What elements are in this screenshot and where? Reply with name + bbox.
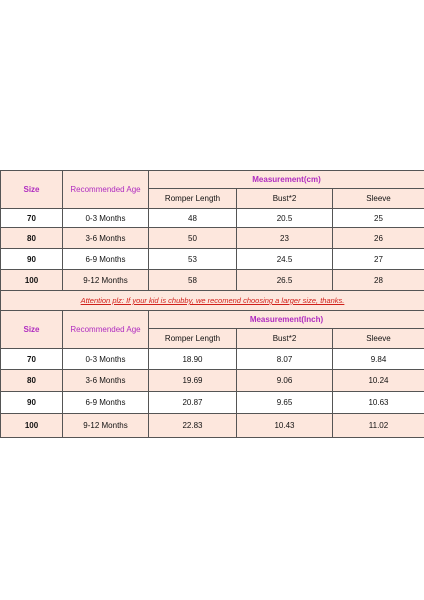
sleeve-cell: 11.02 xyxy=(333,414,424,438)
size-cell: 80 xyxy=(1,370,63,392)
sleeve-cell: 10.63 xyxy=(333,392,424,414)
romper-length-header: Romper Length xyxy=(149,329,237,349)
sleeve-header: Sleeve xyxy=(333,329,424,349)
bust-cell: 9.06 xyxy=(237,370,333,392)
size-header: Size xyxy=(1,171,63,209)
romper-length-cell: 58 xyxy=(149,270,237,291)
age-cell: 6-9 Months xyxy=(63,249,149,270)
sleeve-cell: 10.24 xyxy=(333,370,424,392)
size-cell: 90 xyxy=(1,249,63,270)
romper-length-header: Romper Length xyxy=(149,189,237,209)
size-cell: 70 xyxy=(1,209,63,228)
size-cell: 80 xyxy=(1,228,63,249)
romper-length-cell: 48 xyxy=(149,209,237,228)
table-row xyxy=(1,228,424,249)
romper-length-cell: 53 xyxy=(149,249,237,270)
table-row xyxy=(1,249,424,270)
romper-length-cell: 20.87 xyxy=(149,392,237,414)
bust-cell: 26.5 xyxy=(237,270,333,291)
measurement-header: Measurement(cm) xyxy=(149,171,424,189)
romper-length-cell: 19.69 xyxy=(149,370,237,392)
table-row xyxy=(1,370,424,392)
table-row xyxy=(1,270,424,291)
romper-length-cell: 50 xyxy=(149,228,237,249)
age-cell: 9-12 Months xyxy=(63,270,149,291)
age-cell: 3-6 Months xyxy=(63,370,149,392)
size-cell: 70 xyxy=(1,349,63,370)
measurement-header: Measurement(Inch) xyxy=(149,311,424,329)
romper-length-cell: 22.83 xyxy=(149,414,237,438)
bust-header: Bust*2 xyxy=(237,189,333,209)
table-row xyxy=(1,349,424,370)
bust-cell: 9.65 xyxy=(237,392,333,414)
size-cell: 100 xyxy=(1,270,63,291)
size-header: Size xyxy=(1,311,63,349)
chubby-notice: Attention plz: If your kid is chubby, we recomend choosing a larger size, thanks. xyxy=(1,291,424,311)
romper-length-cell: 18.90 xyxy=(149,349,237,370)
age-cell: 0-3 Months xyxy=(63,349,149,370)
bust-header: Bust*2 xyxy=(237,329,333,349)
sleeve-cell: 26 xyxy=(333,228,424,249)
sleeve-cell: 27 xyxy=(333,249,424,270)
size-table xyxy=(0,170,424,438)
sleeve-header: Sleeve xyxy=(333,189,424,209)
table-row xyxy=(1,414,424,438)
size-cell: 100 xyxy=(1,414,63,438)
age-cell: 6-9 Months xyxy=(63,392,149,414)
age-cell: 0-3 Months xyxy=(63,209,149,228)
age-header: Recommended Age xyxy=(63,311,149,349)
age-cell: 9-12 Months xyxy=(63,414,149,438)
bust-cell: 23 xyxy=(237,228,333,249)
bust-cell: 20.5 xyxy=(237,209,333,228)
sleeve-cell: 9.84 xyxy=(333,349,424,370)
bust-cell: 24.5 xyxy=(237,249,333,270)
sleeve-cell: 28 xyxy=(333,270,424,291)
bust-cell: 8.07 xyxy=(237,349,333,370)
bust-cell: 10.43 xyxy=(237,414,333,438)
age-header: Recommended Age xyxy=(63,171,149,209)
size-chart xyxy=(0,170,424,438)
table-row xyxy=(1,209,424,228)
age-cell: 3-6 Months xyxy=(63,228,149,249)
table-row xyxy=(1,392,424,414)
sleeve-cell: 25 xyxy=(333,209,424,228)
size-cell: 90 xyxy=(1,392,63,414)
